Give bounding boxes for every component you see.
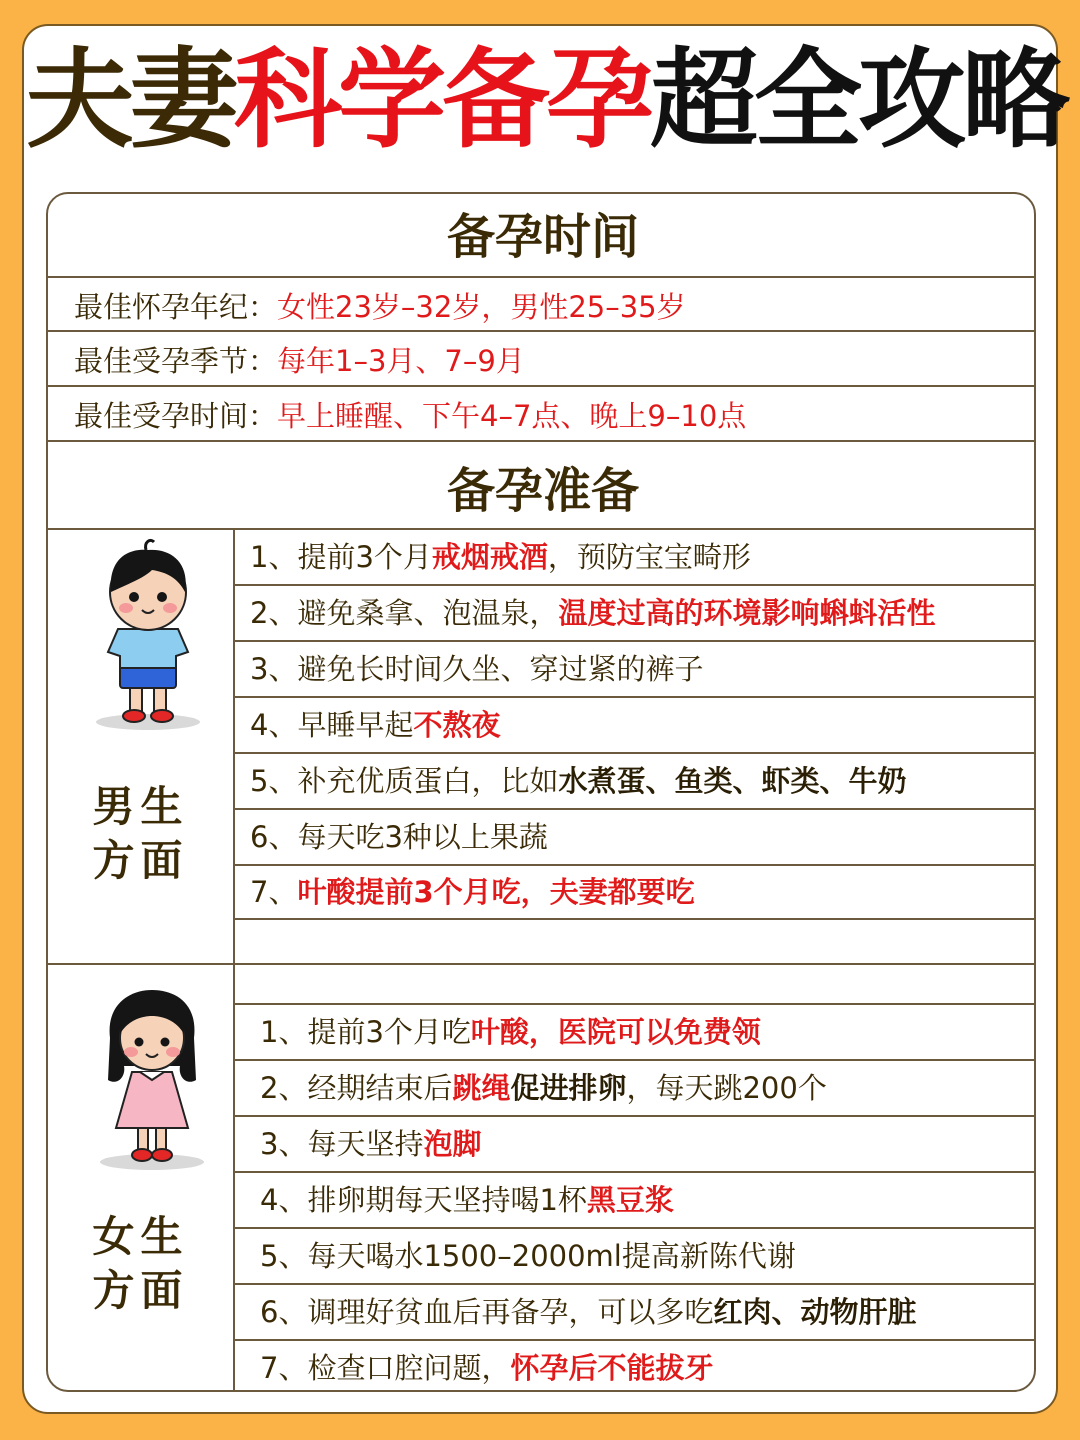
time-row-age: [74, 280, 686, 334]
item-text: 2、经期结束后: [260, 1071, 453, 1105]
item-text: 叶酸提前3个月吃，夫妻都要吃: [297, 875, 695, 909]
female-label-line1: 女生: [92, 1212, 189, 1261]
item-text: 黑豆浆: [586, 1183, 674, 1217]
male-label-line2: 方面: [92, 836, 189, 885]
item-text: 红肉、动物肝脏: [713, 1295, 917, 1329]
male-item-3: [250, 642, 1036, 697]
divider: [48, 276, 1036, 278]
time-row-label: 最佳受孕季节：: [74, 344, 278, 378]
item-text: 戒烟戒酒: [431, 540, 548, 574]
item-text: 6、调理好贫血后再备孕，可以多吃: [260, 1295, 714, 1329]
boy-illustration-icon: [78, 534, 218, 734]
item-text: 5、每天喝水1500–2000ml提高新陈代谢: [260, 1239, 796, 1273]
title-part-3: 超全攻略: [650, 38, 1067, 163]
divider: [48, 385, 1036, 387]
page-title: [26, 36, 1067, 166]
male-item-2: [250, 586, 1036, 641]
male-item-1: [250, 530, 1036, 585]
item-text: 跳绳: [452, 1071, 511, 1105]
item-text: 温度过高的环境影响蝌蚪活性: [558, 596, 936, 630]
item-text: 6、每天吃3种以上果蔬: [250, 820, 548, 854]
item-text: 4、排卵期每天坚持喝1杯: [260, 1183, 587, 1217]
girl-illustration-icon: [82, 976, 222, 1176]
item-text: 2、避免桑拿、泡温泉，: [250, 596, 559, 630]
item-text: 7、检查口腔问题，: [260, 1351, 511, 1385]
item-text: 1、提前3个月: [250, 540, 432, 574]
divider: [48, 963, 1036, 965]
item-text: ，预防宝宝畸形: [547, 540, 751, 574]
title-part-2: 科学备孕: [234, 38, 651, 163]
item-text: 泡脚: [423, 1127, 482, 1161]
time-row-label: 最佳怀孕年纪：: [74, 290, 278, 324]
time-row-value: 每年1–3月、7–9月: [277, 344, 525, 378]
item-text: 4、早睡早起: [250, 708, 414, 742]
male-item-6: [250, 810, 1036, 865]
time-row-value: 女性23岁–32岁，男性25–35岁: [277, 290, 686, 324]
divider: [48, 440, 1036, 442]
male-label: [48, 780, 233, 888]
item-text: 促进排卵: [510, 1071, 627, 1105]
item-text: ，每天跳200个: [626, 1071, 827, 1105]
female-label: [48, 1210, 233, 1318]
male-item-5: [250, 754, 1036, 809]
time-row-season: [74, 334, 525, 388]
item-text: 叶酸，医院可以免费领: [470, 1015, 761, 1049]
male-item-7: [250, 865, 1036, 920]
item-text: 怀孕后不能拔牙: [510, 1351, 714, 1385]
item-text: 5、补充优质蛋白，比如: [250, 764, 559, 798]
female-item-7: [260, 1341, 1036, 1392]
male-label-line1: 男生: [92, 782, 189, 831]
male-item-4: [250, 698, 1036, 753]
time-row-time: [74, 389, 746, 443]
item-text: 水煮蛋、鱼类、虾类、牛奶: [558, 764, 907, 798]
column-divider: [233, 528, 235, 1392]
female-item-2: [260, 1061, 1036, 1116]
guide-table: [46, 192, 1036, 1392]
divider: [48, 330, 1036, 332]
female-item-6: [260, 1285, 1036, 1340]
title-part-1: 夫妻: [26, 38, 235, 163]
female-label-line2: 方面: [92, 1266, 189, 1315]
time-section-heading: 备孕时间: [446, 209, 639, 265]
female-item-4: [260, 1173, 1036, 1228]
item-text: 7、: [250, 875, 298, 909]
female-item-1: [260, 1005, 1036, 1060]
female-item-3: [260, 1117, 1036, 1172]
item-text: 3、避免长时间久坐、穿过紧的裤子: [250, 652, 704, 686]
time-row-label: 最佳受孕时间：: [74, 399, 278, 433]
prep-section-heading: 备孕准备: [446, 463, 639, 519]
item-text: 3、每天坚持: [260, 1127, 424, 1161]
female-item-5: [260, 1229, 1036, 1284]
time-row-value: 早上睡醒、下午4–7点、晚上9–10点: [277, 399, 747, 433]
item-text: 不熬夜: [413, 708, 501, 742]
item-text: 1、提前3个月吃: [260, 1015, 471, 1049]
